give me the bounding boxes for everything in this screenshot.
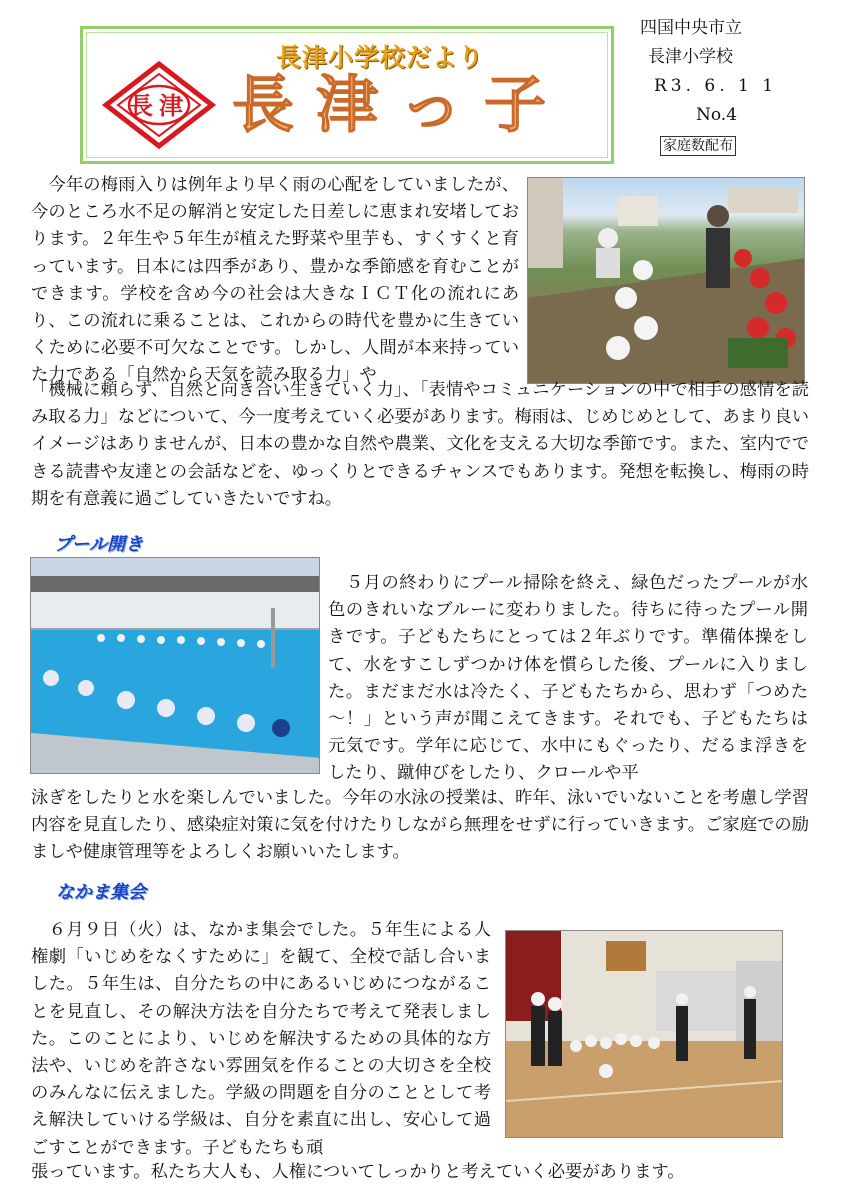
school-seal-logo — [100, 60, 218, 150]
pool-paragraph-wide: 泳ぎをしたりと水を楽しんでいました。今年の水泳の授業は、昨年、泳いでいないことを考慮し学習内容を見直したり、感染症対策に気を付けたりしながら無理をせずに行っていきます。ご家庭での励ましや健康管理等をよろしくお願いいたします。 — [31, 788, 809, 863]
intro-paragraph-narrow: 今年の梅雨入りは例年より早く雨の心配をしていましたが、今のところ水不足の解消と安定した日差しに恵まれ安堵しております。２年生や５年生が植えた野菜や里芋も、すくすくと育っています。日本には四季があり、豊かな季節感を育むことができます。学校を含め今の社会は大きなＩＣＴ化の流れにあり、この流れに乗ることは、これからの時代を豊かに生きていくために必要不可欠なことです。しかし、人間が本来持っていた力である「自然から天気を読み取る力」や — [31, 175, 519, 386]
newsletter-subtitle: 長津小学校だより — [276, 43, 485, 72]
assembly-paragraph-narrow: ６月９日（火）は、なかま集会でした。５年生による人権劇「いじめをなくすために」を観て、全校で話し合いました。５年生は、自分たちの中にあるいじめにつながることを見直し、その解決方法を自分たちで考えて発表しました。このことにより、いじめを解決するための具体的な方法や、いじめを許さない雰囲気を作ることの大切さを全校のみんなに伝えました。学級の問題を自分のこととして考え解決していける学級は、自分を素直に出し、安心して過ごすことができます。子どもたちも頑 — [31, 920, 491, 1158]
pool-paragraph-narrow: ５月の終わりにプール掃除を終え、緑色だったプールが水色のきれいなブルーに変わりました。待ちに待ったプール開きです。子どもたちにとっては２年ぶりです。準備体操をして、水をすこしずつかけ体を慣らした後、プールに入りました。まだまだ水は冷たく、子どもたちから、思わず「つめた～！」という声が聞こえてきます。それでも、子どもたちは元気です。学年に応じて、水中にもぐったり、だるま浮きをしたり、蹴伸びをしたり、クロールや平 — [328, 573, 808, 784]
photo-vegetable-garden — [527, 177, 805, 384]
seal-text: 長津 — [129, 92, 189, 120]
distribution-label: 家庭数配布 — [660, 136, 736, 156]
pool-photo-illustration — [31, 558, 320, 774]
heading-nakama-assembly: なかま集会 — [56, 882, 146, 903]
assembly-paragraph-wide: 張っています。私たち大人も、人権についてしっかりと考えていく必要があります。 — [31, 1162, 685, 1182]
photo-pool-opening — [30, 557, 320, 774]
issue-number: No.4 — [696, 105, 738, 125]
school-name: 長津小学校 — [648, 47, 733, 67]
garden-photo-illustration — [528, 178, 805, 384]
newsletter-title: 長津っ子 — [232, 68, 569, 141]
issue-date: R3. 6. 1 1 — [654, 76, 778, 96]
city-name: 四国中央市立 — [640, 18, 742, 38]
intro-paragraph-wide: 「機械に頼らず、自然と向き合い生きていく力」、「表情やコミュニケーションの中で相手の感情を読み取る力」などについて、今一度考えていく必要があります。梅雨は、じめじめとして、あまり良いイメージはありませんが、日本の豊かな自然や農業、文化を支える大切な季節です。また、室内でできる読書や友達との会話などを、ゆっくりとできるチャンスでもあります。発想を転換し、梅雨の時期を有意義に過ごしていきたいですね。 — [31, 380, 809, 509]
photo-nakama-assembly — [505, 930, 783, 1138]
heading-pool-opening: プール開き — [54, 534, 144, 555]
gym-photo-illustration — [506, 931, 783, 1138]
issue-info — [640, 14, 778, 160]
